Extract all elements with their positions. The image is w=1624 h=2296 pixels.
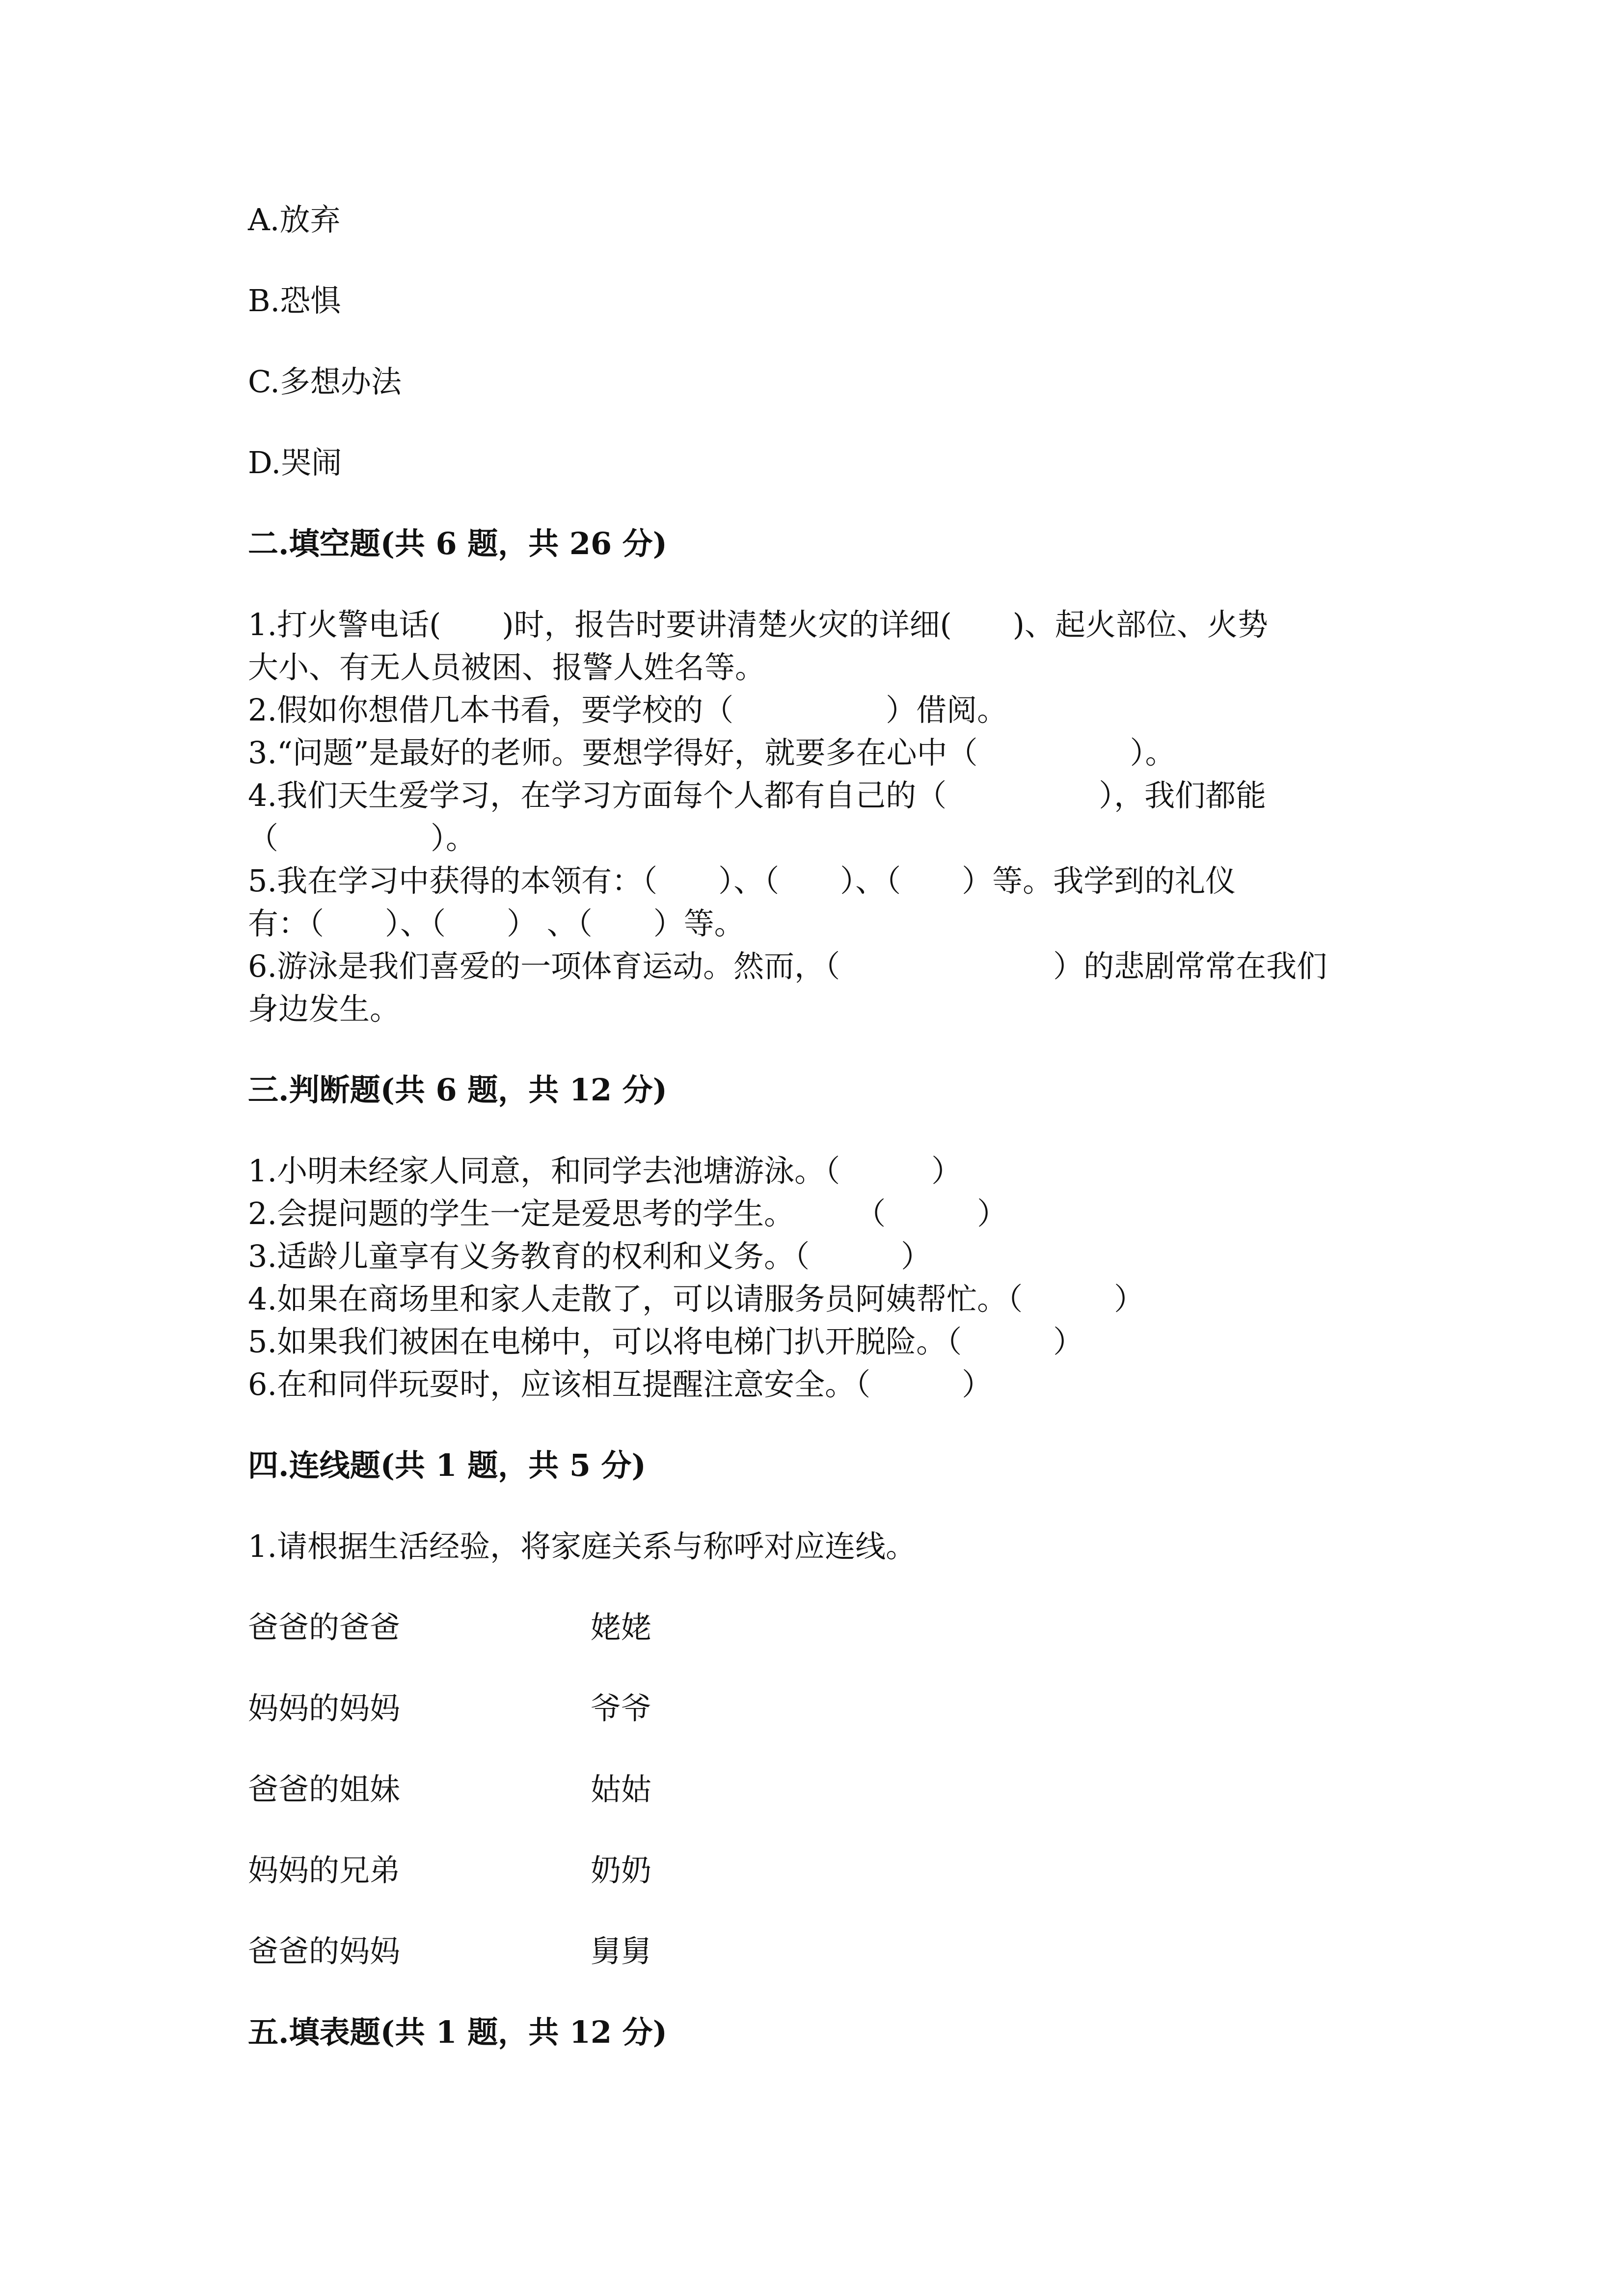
fill-blank-line: 有：（ ）、（ ） 、（ ）等。 xyxy=(248,906,745,941)
judgement-line: 1.小明未经家人同意，和同学去池塘游泳。（ ） xyxy=(248,1153,962,1189)
option-d: D.哭闹 xyxy=(248,445,342,481)
matching-right-item: 爷爷 xyxy=(591,1690,652,1726)
matching-left-item: 爸爸的爸爸 xyxy=(248,1609,401,1645)
matching-left-item: 爸爸的姐妹 xyxy=(248,1771,401,1807)
matching-right-item: 舅舅 xyxy=(591,1933,652,1969)
judgement-line: 3.适龄儿童享有义务教育的权利和义务。（ ） xyxy=(248,1238,932,1274)
judgement-line: 6.在和同伴玩耍时，应该相互提醒注意安全。（ ） xyxy=(248,1366,993,1402)
matching-right-item: 姥姥 xyxy=(591,1609,652,1645)
fill-blank-line: 大小、有无人员被困、报警人姓名等。 xyxy=(248,649,766,685)
section-4-heading: 四.连线题(共 1 题，共 5 分) xyxy=(248,1447,646,1483)
fill-blank-line: 6.游泳是我们喜爱的一项体育运动。然而，（ ）的悲剧常常在我们 xyxy=(248,948,1327,984)
fill-blank-line: （ ）。 xyxy=(248,820,477,856)
section-2-heading: 二.填空题(共 6 题，共 26 分) xyxy=(248,526,668,561)
judgement-line: 5.如果我们被困在电梯中，可以将电梯门扒开脱险。（ ） xyxy=(248,1324,1084,1360)
option-c: C.多想办法 xyxy=(248,364,402,400)
matching-question: 1.请根据生活经验，将家庭关系与称呼对应连线。 xyxy=(248,1528,917,1564)
option-b: B.恐惧 xyxy=(248,283,341,319)
judgement-line: 2.会提问题的学生一定是爱思考的学生。 （ ） xyxy=(248,1196,1008,1231)
fill-blank-line: 2.假如你想借几本书看，要学校的（ ）借阅。 xyxy=(248,692,1008,728)
section-3-heading: 三.判断题(共 6 题，共 12 分) xyxy=(248,1072,668,1108)
section-5-heading: 五.填表题(共 1 题，共 12 分) xyxy=(248,2014,668,2050)
matching-right-item: 姑姑 xyxy=(591,1771,652,1807)
matching-left-item: 妈妈的兄弟 xyxy=(248,1852,401,1888)
fill-blank-line: 5.我在学习中获得的本领有：（ ）、（ ）、（ ）等。我学到的礼仪 xyxy=(248,863,1236,899)
fill-blank-line: 1.打火警电话( )时，报告时要讲清楚火灾的详细( )、起火部位、火势 xyxy=(248,607,1268,642)
matching-right-item: 奶奶 xyxy=(591,1852,652,1888)
matching-left-item: 爸爸的妈妈 xyxy=(248,1933,401,1969)
fill-blank-line: 3.“问题”是最好的老师。要想学得好，就要多在心中（ ）。 xyxy=(248,735,1176,771)
fill-blank-line: 身边发生。 xyxy=(248,991,401,1027)
judgement-line: 4.如果在商场里和家人走散了，可以请服务员阿姨帮忙。（ ） xyxy=(248,1281,1145,1317)
fill-blank-line: 4.我们天生爱学习，在学习方面每个人都有自己的（ ），我们都能 xyxy=(248,777,1267,813)
option-a: A.放弃 xyxy=(248,202,341,238)
matching-left-item: 妈妈的妈妈 xyxy=(248,1690,401,1726)
